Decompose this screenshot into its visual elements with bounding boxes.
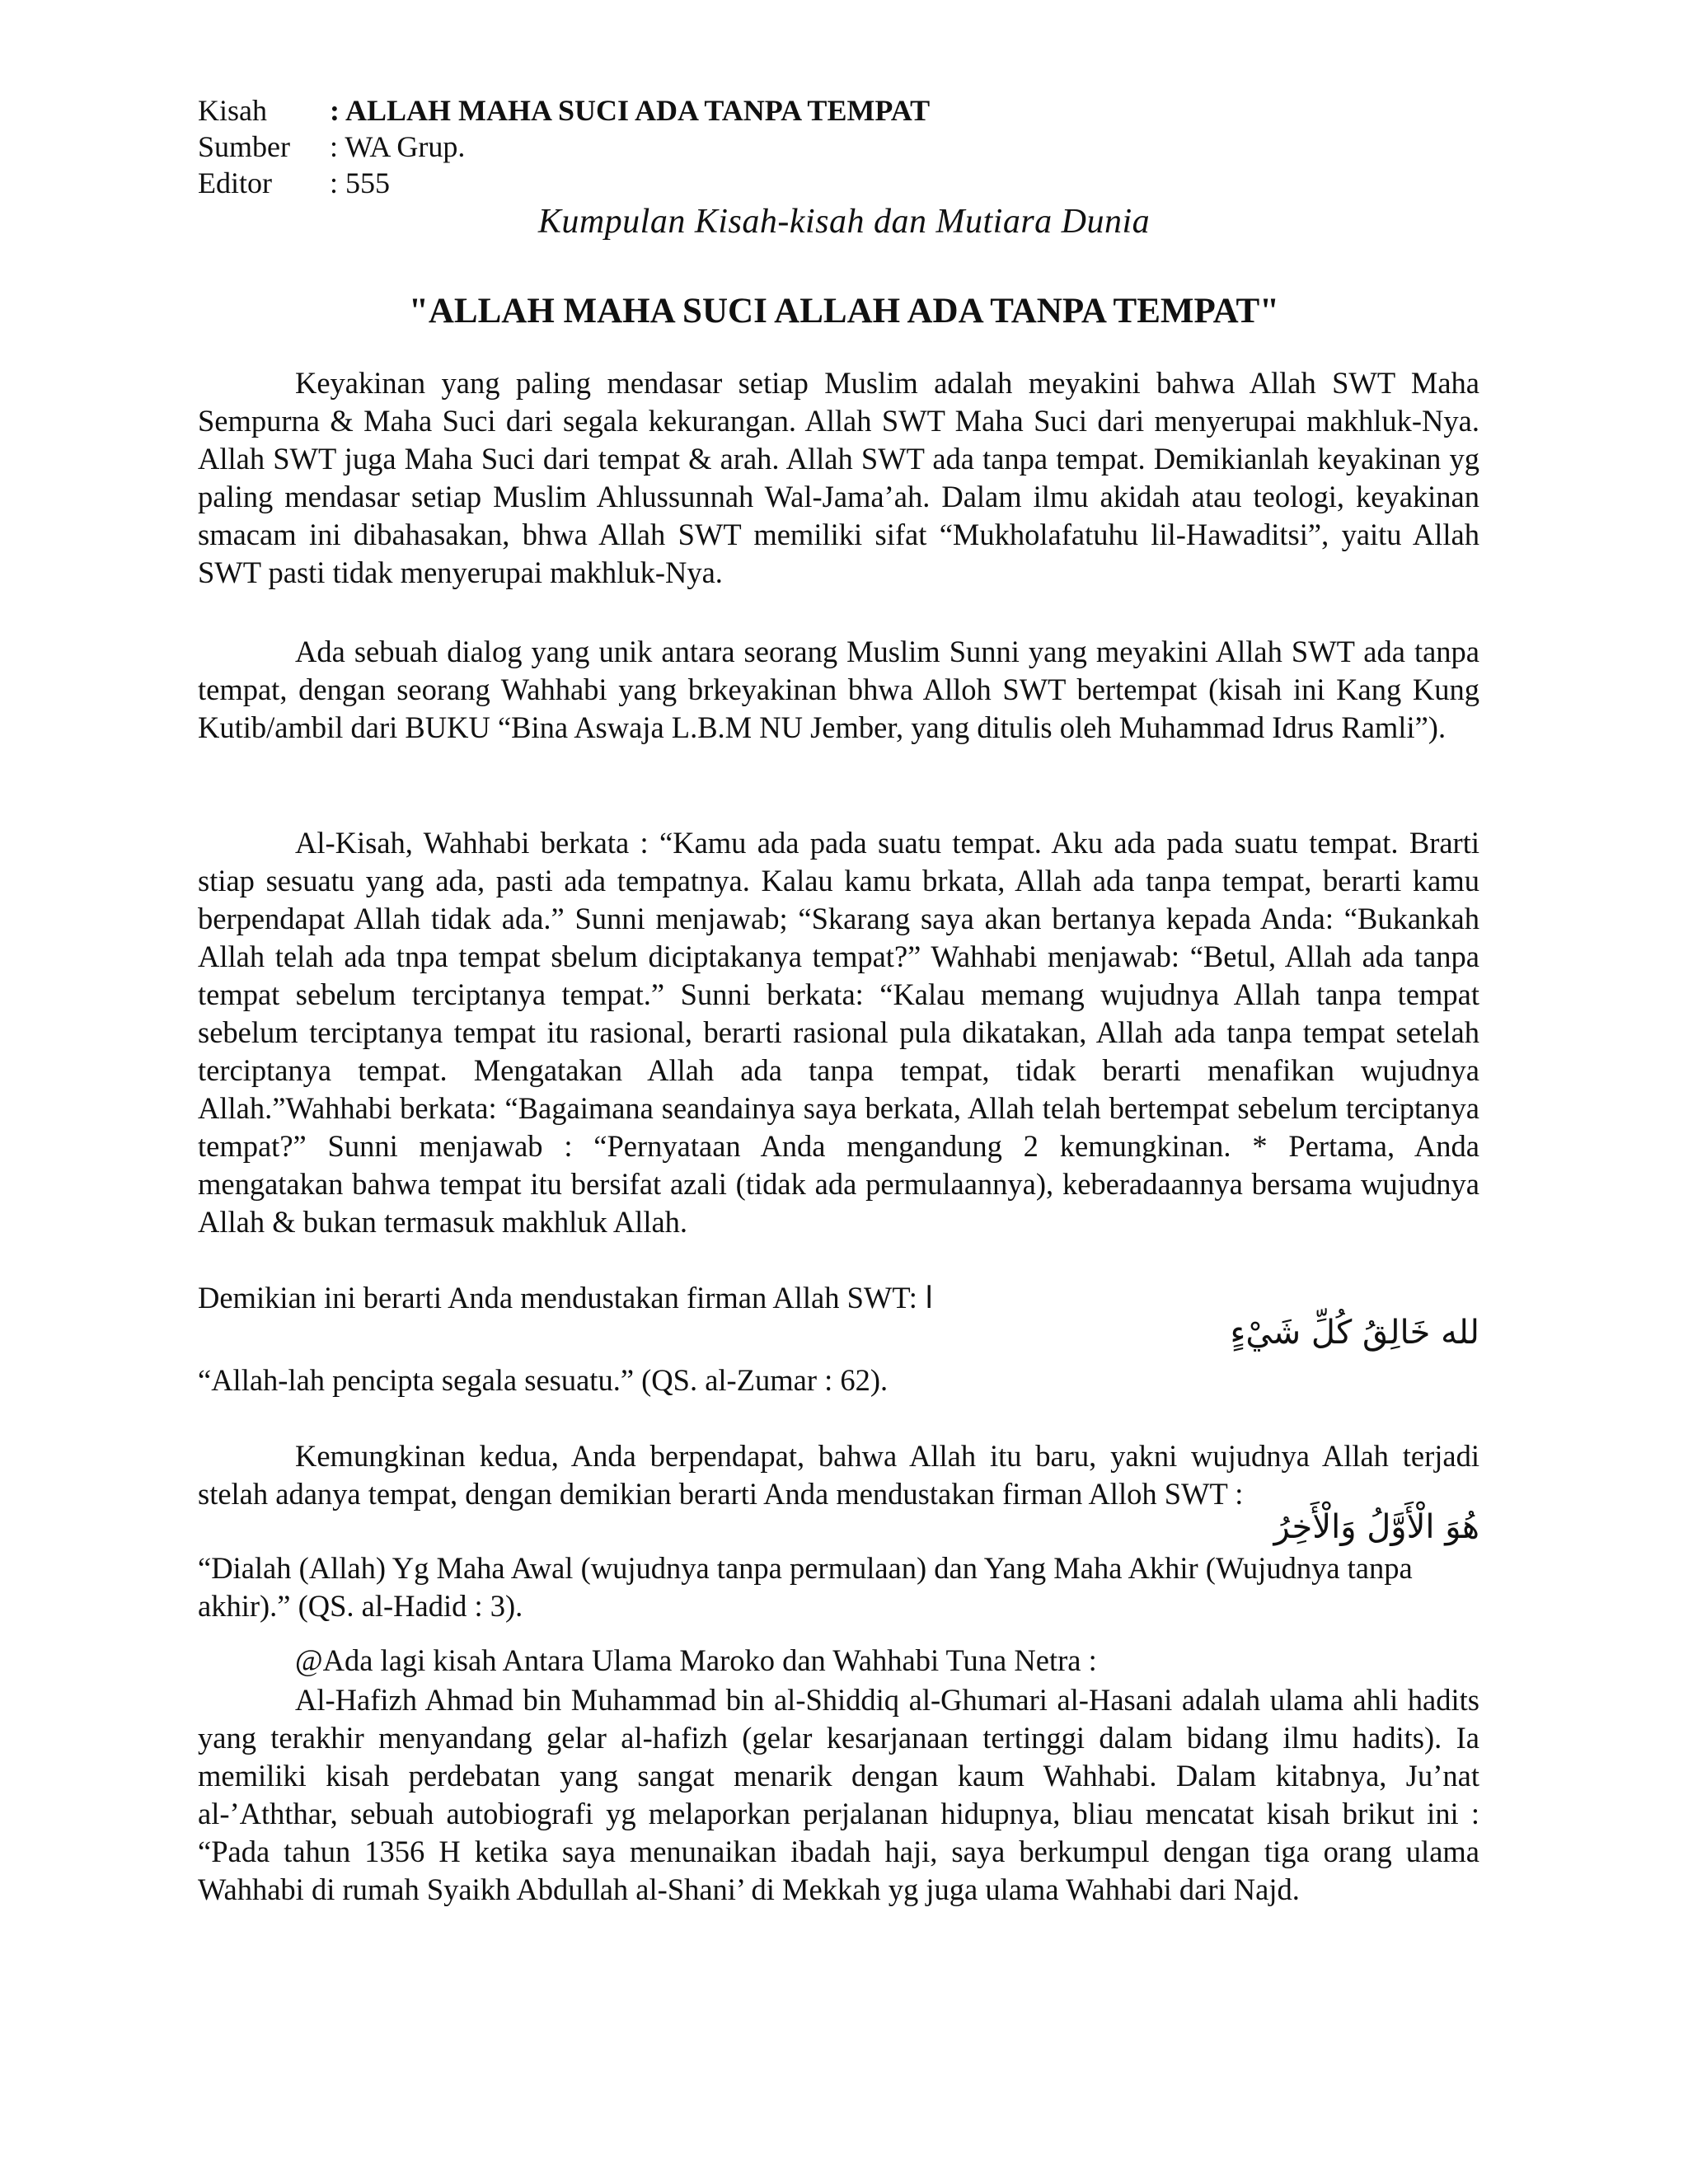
meta-sumber-row [198, 129, 930, 165]
meta-sumber-label: Sumber [198, 130, 290, 163]
paragraph-intro: Keyakinan yang paling mendasar setiap Muslim adalah meyakini bahwa Allah SWT Maha Sempurna & Maha Suci dari segala kekurangan. Allah SWT Maha Suci dari menyerupai makhluk-Nya. Allah SWT juga Maha Suci dari tempat & arah. Allah SWT ada tanpa tempat. Demikianlah keyakinan yg paling mendasar setiap Muslim Ahlussunnah Wal-Jama’ah. Dalam ilmu akidah atau teologi, keyakinan smacam ini dibahasakan, bhwa Allah SWT memiliki sifat “Mukholafatuhu lil-Hawaditsi”, yaitu Allah SWT pasti tidak menyerupai makhluk-Nya. [198, 366, 1479, 589]
paragraph-dialog-intro: Ada sebuah dialog yang unik antara seorang Muslim Sunni yang meyakini Allah SWT ada tanpa tempat, dengan seorang Wahhabi yang brkeyakinan bhwa Alloh SWT bertempat (kisah ini Kang Kung Kutib/ambil dari BUKU “Bina Aswaja L.B.M NU Jember, yang ditulis oleh Muhammad Idrus Ramli”). [198, 635, 1479, 744]
paragraph-second-story-heading: @Ada lagi kisah Antara Ulama Maroko dan Wahhabi Tuna Netra : [295, 1643, 1097, 1677]
document-meta [198, 92, 930, 201]
paragraph-second-possibility: Kemungkinan kedua, Anda berpendapat, bahwa Allah itu baru, yakni wujudnya Allah terjadi stelah adanya tempat, dengan demikian berarti Anda mendustakan firman Alloh SWT : [198, 1439, 1479, 1511]
collection-title: Kumpulan Kisah-kisah dan Mutiara Dunia [537, 203, 1151, 241]
arabic-verse-2: هُوَ الْأَوَّلُ وَالْأَخِرُ [1273, 1508, 1479, 1546]
page-title: "ALLAH MAHA SUCI ALLAH ADA TANPA TEMPAT" [409, 292, 1279, 330]
paragraph-verse-translation-2: “Dialah (Allah) Yg Maha Awal (wujudnya tanpa permulaan) dan Yang Maha Akhir (Wujudnya tanpa akhir).” (QS. al-Hadid : 3). [198, 1551, 1413, 1623]
meta-kisah-value: : ALLAH MAHA SUCI ADA TANPA TEMPAT [330, 94, 931, 127]
meta-kisah-label: Kisah [198, 94, 267, 127]
meta-sumber-value: : WA Grup. [330, 130, 466, 163]
paragraph-second-story: Al-Hafizh Ahmad bin Muhammad bin al-Shiddiq al-Ghumari al-Hasani adalah ulama ahli hadits yang terakhir menyandang gelar al-hafizh (gelar kesarjanaan tertinggi dalam bidang ilmu hadits). Ia memiliki kisah perdebatan yang sangat menarik dengan kaum Wahhabi. Dalam kitabnya, Ju’nat al-’Aththar, sebuah autobiografi yg melaporkan perjalanan hidupnya, bliau mencatat kisah brikut ini : “Pada tahun 1356 H ketika saya menunaikan ibadah haji, saya berkumpul dengan tiga orang ulama Wahhabi di rumah Syaikh Abdullah al-Shani’ di Mekkah yg juga ulama Wahhabi dari Najd. [198, 1683, 1479, 1906]
meta-editor-row [198, 165, 930, 201]
arabic-verse-1: لله خَالِقُ كُلِّ شَيْءٍ [1230, 1314, 1479, 1352]
meta-editor-label: Editor [198, 166, 272, 199]
meta-editor-value: : 555 [330, 166, 391, 199]
paragraph-verse-translation-1: “Allah-lah pencipta segala sesuatu.” (QS. al-Zumar : 62). [198, 1363, 889, 1397]
meta-kisah-row [198, 92, 930, 129]
paragraph-firman-intro: Demikian ini berarti Anda mendustakan firman Allah SWT: ا [198, 1281, 934, 1315]
paragraph-dialog: Al-Kisah, Wahhabi berkata : “Kamu ada pada suatu tempat. Aku ada pada suatu tempat. Brarti stiap sesuatu yang ada, pasti ada tempatnya. Kalau kamu brkata, Allah ada tanpa tempat, berarti kamu berpendapat Allah tidak ada.” Sunni menjawab; “Skarang saya akan bertanya kepada Anda: “Bukankah Allah telah ada tnpa tempat sbelum diciptakanya tempat?” Wahhabi menjawab: “Betul, Allah ada tanpa tempat sebelum terciptanya tempat.” Sunni berkata: “Kalau memang wujudnya Allah tanpa tempat sebelum terciptanya tempat itu rasional, berarti rasional pula dikatakan, Allah ada tanpa tempat setelah terciptanya tempat. Mengatakan Allah ada tanpa tempat, tidak berarti menafikan wujudnya Allah.”Wahhabi berkata: “Bagaimana seandainya saya berkata, Allah telah bertempat sebelum terciptanya tempat?” Sunni menjawab : “Pernyataan Anda mengandung 2 kemungkinan. * Pertama, Anda mengatakan bahwa tempat itu bersifat azali (tidak ada permulaannya), keberadaannya bersama wujudnya Allah & bukan termasuk makhluk Allah. [198, 826, 1479, 1239]
